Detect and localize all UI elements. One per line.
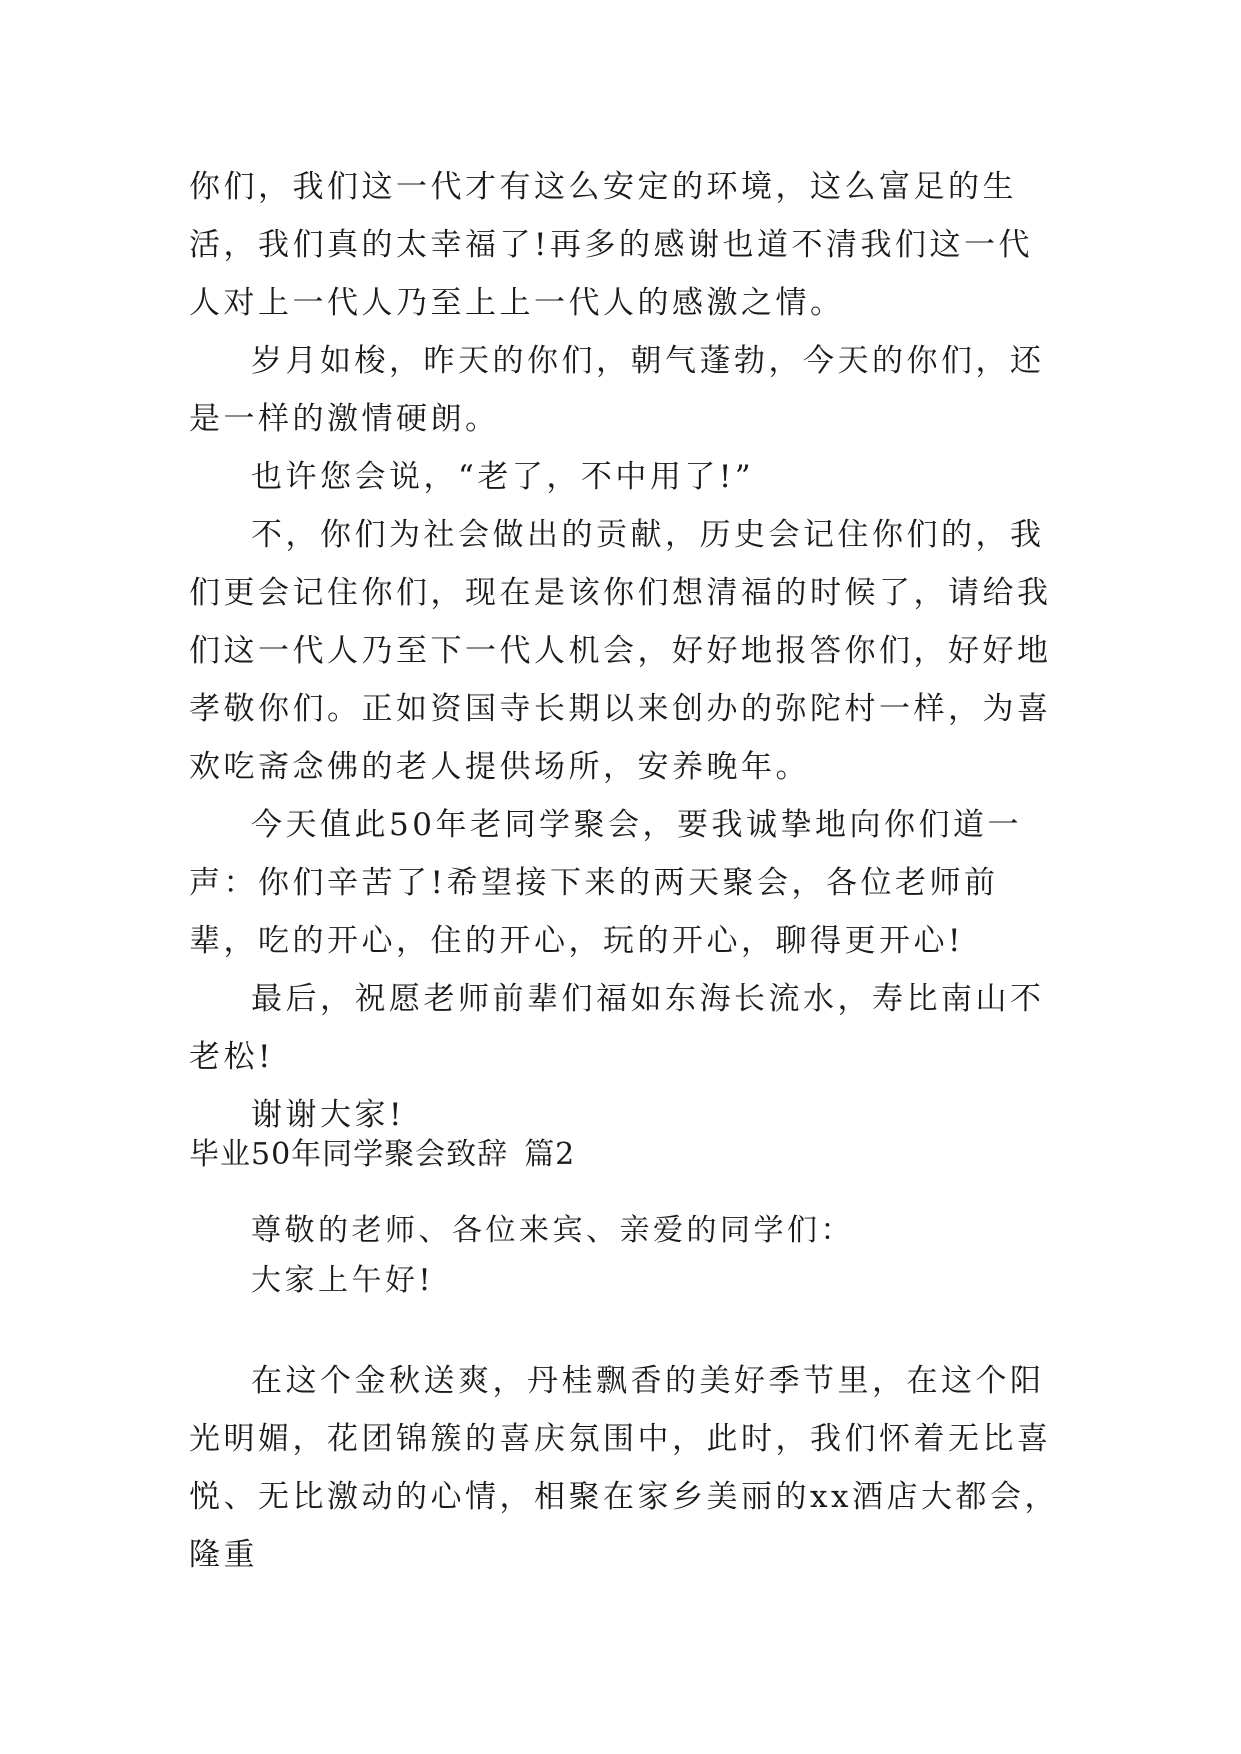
paragraph: 最后，祝愿老师前辈们福如东海长流水，寿比南山不老松!: [189, 981, 1045, 1075]
speech-body-section-1: [189, 158, 1059, 1144]
paragraph: 不，你们为社会做出的贡献，历史会记住你们的，我们更会记住你们，现在是该你们想清福的时候了，请给我们这一代人乃至下一代人机会，好好地报答你们，好好地孝敬你们。正如资国寺长期以来创办的弥陀村一样，为喜欢吃斋念佛的老人提供场所，安养晚年。: [189, 517, 1052, 785]
speech-body-section-2: [189, 1352, 1059, 1584]
greeting-line: 尊敬的老师、各位来宾、亲爱的同学们：: [251, 1213, 854, 1248]
speech-greeting-block: [189, 1206, 1059, 1306]
paragraph: 今天值此50年老同学聚会，要我诚挚地向你们道一声：你们辛苦了!希望接下来的两天聚会，各位老师前辈，吃的开心，住的开心，玩的开心，聊得更开心!: [189, 807, 1022, 959]
closing-thanks: 谢谢大家!: [251, 1097, 405, 1133]
paragraph: 也许您会说，“老了，不中用了!”: [251, 459, 755, 495]
paragraph: 在这个金秋送爽，丹桂飘香的美好季节里，在这个阳光明媚，花团锦簇的喜庆氛围中，此时，我们怀着无比喜悦、无比激动的心情，相聚在家乡美丽的xx酒店大都会，隆重: [189, 1363, 1059, 1573]
section-part-label: 篇2: [524, 1137, 576, 1172]
salutation-line: 大家上午好!: [251, 1263, 435, 1298]
paragraph-continuation: 你们，我们这一代才有这么安定的环境，这么富足的生活，我们真的太幸福了!再多的感谢也道不清我们这一代人对上一代人乃至上上一代人的感激之情。: [189, 169, 1033, 321]
section-heading: [189, 1130, 575, 1180]
paragraph: 岁月如梭，昨天的你们，朝气蓬勃，今天的你们，还是一样的激情硬朗。: [189, 343, 1045, 437]
section-title: 毕业50年同学聚会致辞: [189, 1137, 509, 1172]
